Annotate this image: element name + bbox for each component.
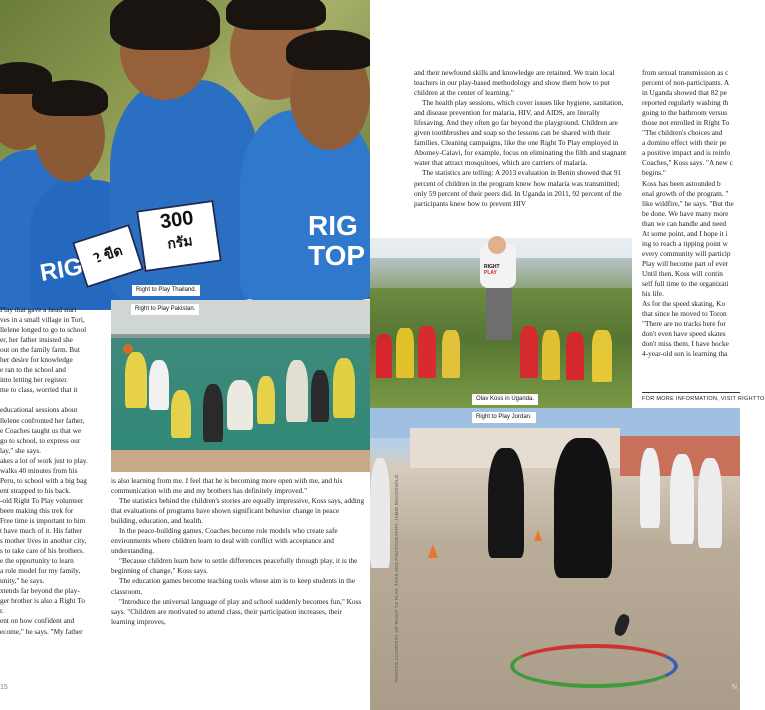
photo-credit: PHOTOS COURTESY OF RIGHT TO PLAY. THAILAND PHOTOGRAPHY: JAMIE MACDONALD bbox=[394, 474, 399, 682]
col-d-line: Coaches," Koss says. "A new c bbox=[642, 158, 733, 168]
col-d-line: reported regularly washing th bbox=[642, 98, 729, 108]
col-a-line: r. bbox=[0, 606, 4, 616]
right-page bbox=[370, 0, 765, 710]
more-info-text: FOR MORE INFORMATION, VISIT RIGHTTO bbox=[642, 396, 765, 402]
col-a-line: er, her father insisted she bbox=[0, 335, 73, 345]
col-a-line: ent on how confident and bbox=[0, 616, 75, 626]
col-d-line: Koss has been astounded b bbox=[642, 178, 721, 188]
weight-tag-300 bbox=[136, 200, 222, 272]
shirt-text-rig: RIG bbox=[308, 210, 358, 241]
col-a-line: akes a lot of work just to play. bbox=[0, 455, 88, 465]
text-column-b bbox=[111, 476, 365, 706]
col-d-line: than we can handle and need bbox=[642, 218, 727, 228]
col-a-line: e ran to the school and bbox=[0, 365, 66, 375]
col-d-line: self full time to the organizati bbox=[642, 278, 729, 288]
col-d-line: "There are no tracks here for bbox=[642, 319, 726, 329]
col-d-line: that since he moved to Toron bbox=[642, 309, 727, 319]
col-a-line: her desire for knowledge bbox=[0, 355, 73, 365]
col-a-line: me to class, worried that it bbox=[0, 385, 78, 395]
col-a-line: ves in a small village in Tori, bbox=[0, 315, 85, 325]
left-page bbox=[0, 0, 370, 710]
col-d-line: 4-year-old son is learning tha bbox=[642, 349, 728, 359]
col-a-line: out on the family farm. But bbox=[0, 345, 80, 355]
col-d-line: going to the bathroom versus bbox=[642, 108, 728, 118]
col-a-line: Play that gave a head start bbox=[0, 305, 77, 314]
more-info-rule bbox=[642, 392, 740, 393]
col-d-line: don't even have speed skates bbox=[642, 329, 726, 339]
col-a-line: into letting her register. bbox=[0, 375, 69, 385]
tag-number: 300 bbox=[158, 206, 195, 234]
col-b-para-6: "Introduce the universal language of play and school suddenly becomes fun," Koss says. "Children are motivated to attend class, their participation increases, their learning improves, bbox=[111, 596, 362, 626]
text-column-d bbox=[642, 68, 740, 398]
photo-thailand-kids bbox=[0, 0, 370, 299]
col-d-line: begins." bbox=[642, 168, 666, 178]
folio-left: 15 bbox=[0, 684, 8, 691]
col-d-line: don't miss them. I have hocke bbox=[642, 339, 729, 349]
photo-jordan bbox=[370, 408, 740, 710]
col-a-line: e Coaches taught us that we bbox=[0, 425, 82, 435]
col-d-line: Play will become part of ever bbox=[642, 258, 729, 268]
col-d-line: a positive impact and is reinfo bbox=[642, 148, 731, 158]
col-d-line: every community will particip bbox=[642, 248, 731, 258]
col-a-line bbox=[0, 395, 108, 405]
tag2-text: 2 ขีด bbox=[90, 241, 125, 267]
col-d-line: be done. We have many more bbox=[642, 208, 729, 218]
col-a-line: Peru, to school with a big bag bbox=[0, 475, 87, 485]
olav-shirt-logo: RIGHT PLAY bbox=[484, 264, 500, 276]
col-d-line: those not enrolled in Right To bbox=[642, 118, 730, 128]
photo-uganda bbox=[370, 238, 632, 408]
caption-jordan: Right to Play Jordan. bbox=[472, 412, 536, 423]
col-d-line: Until then, Koss will contin bbox=[642, 268, 723, 278]
col-a-line: unity," he says. bbox=[0, 576, 45, 586]
col-d-lines bbox=[642, 68, 740, 359]
col-a-line: ent strapped to his back. bbox=[0, 485, 71, 495]
col-b-para-4: "Because children learn how to settle differences peacefully through play, it is the beginning of change," Koss says. bbox=[111, 556, 358, 576]
col-d-line: "The children's choices and bbox=[642, 128, 723, 138]
col-a-line: educational sessions about bbox=[0, 405, 78, 415]
col-d-line: As for the speed skating, Ko bbox=[642, 299, 726, 309]
col-a-lines bbox=[0, 305, 108, 637]
caption-thailand: Right to Play Thailand. bbox=[132, 285, 200, 296]
col-c-para-3: The statistics are telling: A 2013 evaluation in Benin showed that 91 percent of children in the program knew how malaria was transmitted; only 59 percent of their peers did. In Uganda in 2011, 92 percent of the participants knew how to prevent HIV bbox=[414, 168, 622, 208]
col-a-line: ger brother is also a Right To bbox=[0, 596, 85, 606]
col-a-line: Free time is important to him bbox=[0, 515, 86, 525]
col-c-para-1: and their newfound skills and knowledge are retained. We train local teachers in our play-based methodology and show them how to put children at the center of learning." bbox=[414, 68, 615, 98]
col-d-line: percent of non-participants. A bbox=[642, 78, 730, 88]
col-a-line: xtends far beyond the play- bbox=[0, 586, 80, 596]
folio-right: N bbox=[732, 684, 738, 691]
col-d-line: like wildfire," he says. "But the bbox=[642, 198, 734, 208]
photo-pakistan bbox=[111, 300, 370, 472]
col-b-para-2: The statistics behind the children's stories are equally impressive, Koss says, adding that evaluations of programs have shown significant behavior change in peace building, education, and health. bbox=[111, 496, 365, 526]
col-c-para-2: The health play sessions, which cover issues like hygiene, sanitation, and disease prevention for malaria, HIV, and AIDS, are literally lifesaving. And they often go far beyond the playground. Children are given toothbrushes and soap so the lessons can be shared with their families. Cleaning campaigns, like the one Right To Play employed in Abomey-Calavi, for example, focus on eliminating the filth and stagnant water that attract mosquitoes, which are carriers of malaria. bbox=[414, 98, 627, 168]
col-d-line: ing to reach a tipping point w bbox=[642, 238, 728, 248]
col-a-line: ecome," he says. "My father bbox=[0, 626, 83, 636]
col-d-line: enal growth of the program. " bbox=[642, 188, 729, 198]
col-d-line: At some point, and I hope it i bbox=[642, 228, 728, 238]
col-a-line: s mother lives in another city, bbox=[0, 536, 87, 546]
col-a-line: a role model for my family, bbox=[0, 566, 81, 576]
caption-uganda: Olav Koss in Uganda. bbox=[472, 394, 538, 405]
col-a-line: -old Right To Play volunteer bbox=[0, 495, 84, 505]
col-b-para-1: is also learning from me. I feel that he is becoming more open with me, and his communication with me and my brothers has definitely improved." bbox=[111, 476, 343, 496]
col-a-line: lay," she says. bbox=[0, 445, 42, 455]
col-b-para-5: The education games become teaching tools whose aim is to keep students in the classroom. bbox=[111, 576, 356, 596]
caption-pakistan: Right to Play Pakistan. bbox=[131, 304, 199, 315]
col-d-line: his life. bbox=[642, 289, 664, 299]
col-a-line: s to take care of his brothers. bbox=[0, 546, 85, 556]
col-a-line: been making this trek for bbox=[0, 505, 74, 515]
col-a-line: e the opportunity to learn bbox=[0, 556, 74, 566]
shirt-text-righ: RIGH bbox=[38, 250, 102, 288]
col-b-para-3: In the peace-building games, Coaches become role models who create safe environments where children learn to deal with conflict with acceptance and understanding. bbox=[111, 526, 338, 556]
tag-unit: กรัม bbox=[166, 232, 194, 252]
col-d-line: a domino effect with their pe bbox=[642, 138, 727, 148]
col-a-line: t have much of it. His father bbox=[0, 526, 83, 536]
text-column-a bbox=[0, 305, 108, 685]
col-a-line: llelene longed to go to school bbox=[0, 325, 87, 335]
col-a-line: go to school, to express our bbox=[0, 435, 81, 445]
col-d-line: from sexual transmission as c bbox=[642, 68, 729, 77]
col-a-line: llelene confronted her father, bbox=[0, 415, 85, 425]
shirt-text-top: TOP bbox=[308, 240, 366, 271]
col-d-line: in Uganda showed that 82 pe bbox=[642, 88, 727, 98]
col-a-line: walks 40 minutes from his bbox=[0, 465, 78, 475]
text-column-c bbox=[414, 68, 632, 238]
